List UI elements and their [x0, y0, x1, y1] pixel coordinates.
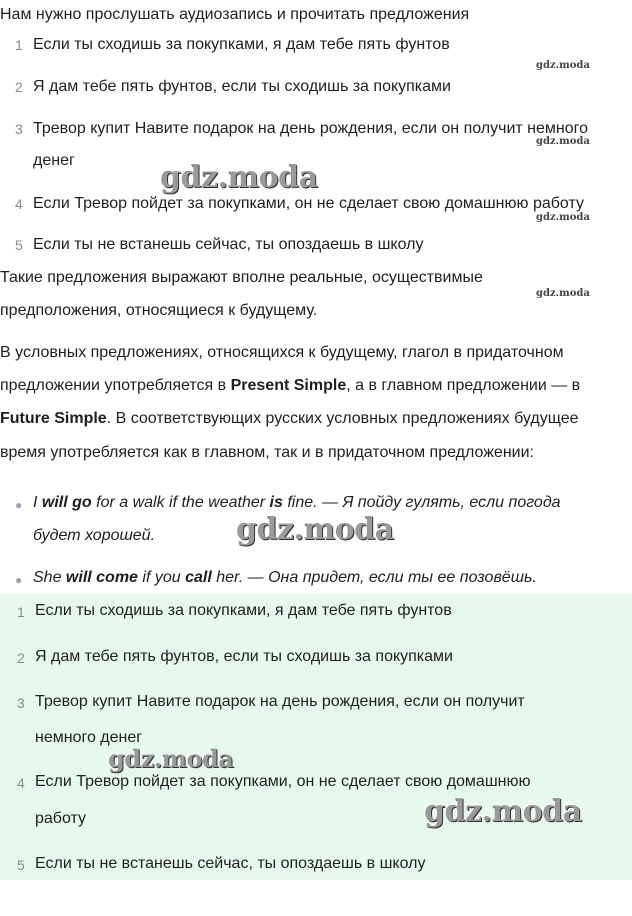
- example-bold: call: [185, 569, 212, 586]
- watermark-small: gdz.moda: [536, 136, 590, 147]
- list1-number-1: 1: [15, 37, 23, 53]
- list2-number-2: 2: [17, 650, 25, 666]
- future-simple-term: Future Simple: [0, 410, 107, 427]
- list1-item-4: Если Тревор пойдет за покупками, он не сделает свою домашнюю работу: [33, 195, 584, 212]
- list1-number-5: 5: [15, 237, 23, 253]
- present-simple-term: Present Simple: [230, 377, 347, 394]
- list2-item-3-line2: немного денег: [35, 729, 143, 746]
- example-bold: is: [269, 494, 283, 511]
- watermark-small: gdz.moda: [536, 212, 590, 223]
- bullet-1: ●: [15, 498, 23, 512]
- example-text: for a walk if the weather: [91, 494, 270, 511]
- para2-text: , а в главном предложении — в: [346, 377, 581, 394]
- example-2: [33, 569, 537, 587]
- watermark-large: gdz.moda: [108, 744, 234, 773]
- example-text: fine. — Я пойду гулять, если погода: [282, 494, 561, 511]
- list2-item-4-line1: Если Тревор пойдет за покупками, он не сделает свою домашнюю: [35, 773, 531, 790]
- watermark-large: gdz.moda: [424, 794, 582, 829]
- list2-number-5: 5: [17, 857, 25, 873]
- list1-item-3-line2: денег: [33, 152, 75, 169]
- watermark-large: gdz.moda: [236, 512, 394, 547]
- para2-text: предложении употребляется в: [0, 377, 231, 394]
- example-bold: will go: [41, 494, 92, 511]
- para2-text: . В соответствующих русских условных предложениях будущее: [106, 410, 579, 427]
- intro-text: Нам нужно прослушать аудиозапись и прочитать предложения: [0, 6, 470, 23]
- list2-item-2: Я дам тебе пять фунтов, если ты сходишь за покупками: [35, 648, 453, 665]
- list2-item-3-line1: Тревор купит Навите подарок на день рождения, если он получит: [35, 693, 525, 710]
- example-text: her. — Она придет, если ты ее позовёшь.: [211, 569, 537, 586]
- para2-line2: [0, 377, 580, 395]
- list1-number-3: 3: [15, 121, 23, 137]
- list2-number-3: 3: [17, 695, 25, 711]
- list2-number-4: 4: [17, 775, 25, 791]
- watermark-small: gdz.moda: [536, 288, 590, 299]
- para2-line3: [0, 410, 579, 428]
- example-bold: will come: [65, 569, 138, 586]
- example-text: if you: [137, 569, 186, 586]
- watermark-small: gdz.moda: [536, 60, 590, 71]
- list1-item-5: Если ты не встанешь сейчас, ты опоздаешь в школу: [33, 236, 424, 253]
- example-text: I: [33, 494, 42, 511]
- list1-item-1: Если ты сходишь за покупками, я дам тебе пять фунтов: [33, 36, 450, 53]
- watermark-large: gdz.moda: [160, 160, 318, 195]
- list1-item-3-line1: Тревор купит Навите подарок на день рождения, если он получит немного: [33, 120, 589, 137]
- example-1-line1: [33, 494, 561, 512]
- para2-line4: время употребляется как в главном, так и в придаточном предложении:: [0, 444, 534, 461]
- example-text: She: [33, 569, 66, 586]
- list1-item-2: Я дам тебе пять фунтов, если ты сходишь за покупками: [33, 78, 451, 95]
- list2-item-1: Если ты сходишь за покупками, я дам тебе пять фунтов: [35, 602, 452, 619]
- list2-number-1: 1: [17, 604, 25, 620]
- list1-number-2: 2: [15, 79, 23, 95]
- para1-line2: предположения, относящиеся к будущему.: [0, 302, 318, 319]
- para2-line1: В условных предложениях, относящихся к будущему, глагол в придаточном: [0, 344, 564, 361]
- para1-line1: Такие предложения выражают вполне реальные, осуществимые: [0, 269, 483, 286]
- example-1-line2: будет хорошей.: [33, 527, 156, 544]
- list1-number-4: 4: [15, 196, 23, 212]
- bullet-2: ●: [15, 573, 23, 587]
- list2-item-5: Если ты не встанешь сейчас, ты опоздаешь в школу: [35, 855, 426, 872]
- list2-item-4-line2: работу: [35, 810, 87, 827]
